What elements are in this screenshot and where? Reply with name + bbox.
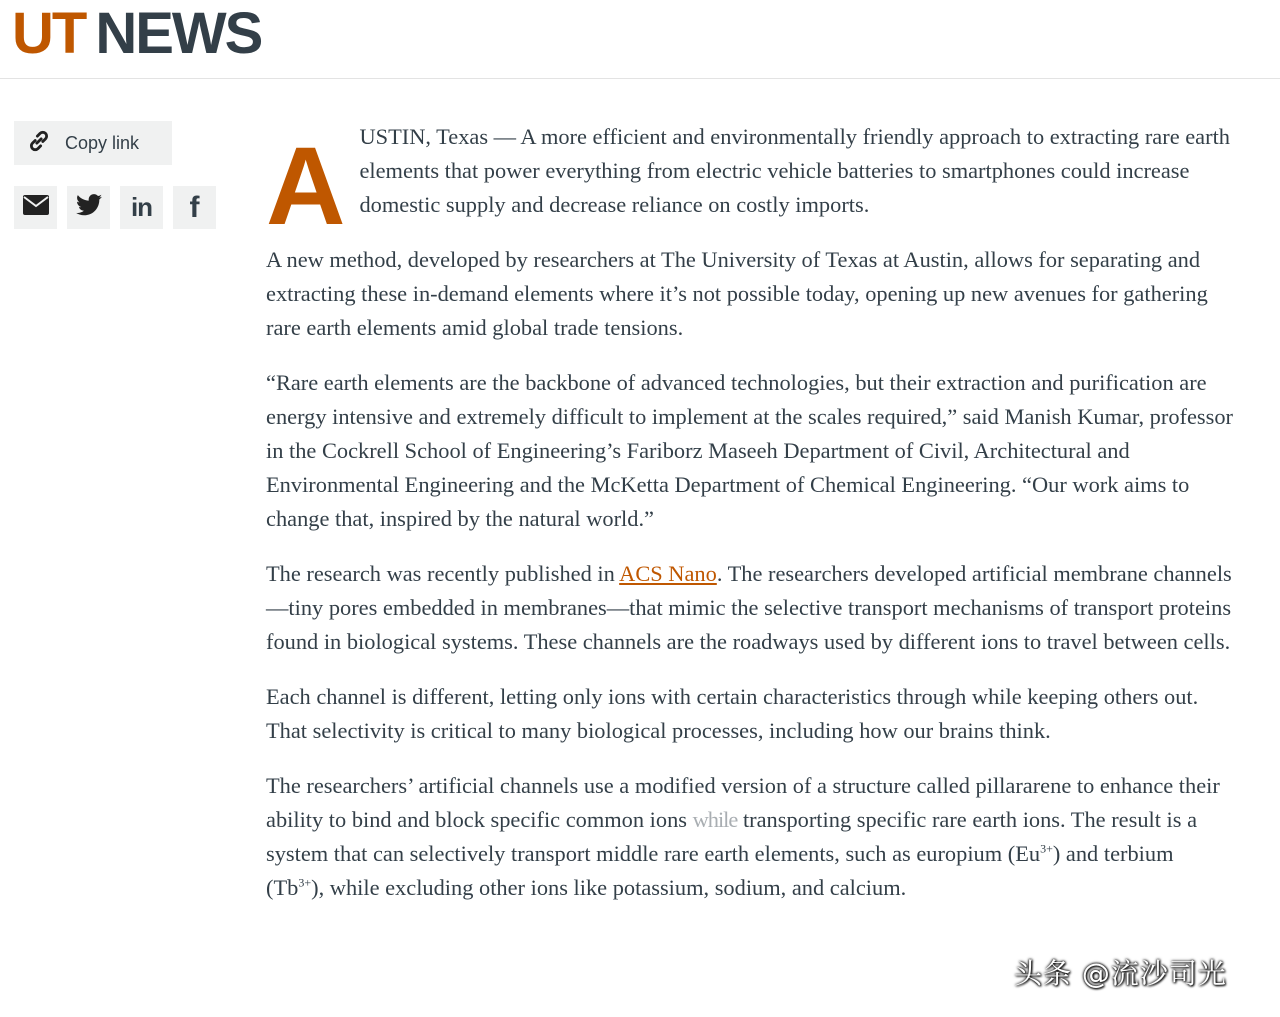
email-share-button[interactable] <box>14 186 57 229</box>
social-buttons <box>14 186 216 229</box>
copy-link-button[interactable] <box>14 121 172 165</box>
p6-text-b: transporting specific rare earth ions. The result is a system that can selectively transport middle rare earth elements, such as europium (Eu <box>266 807 1198 866</box>
watermark: 头条 @流沙司光 <box>1014 957 1227 990</box>
paragraph-lead <box>266 120 1236 248</box>
logo-ut: UT <box>12 1 86 66</box>
paragraph-6 <box>266 769 1236 905</box>
tb-charge: 3+ <box>298 875 312 890</box>
drop-cap: A <box>266 125 346 248</box>
paragraph-4 <box>266 557 1236 659</box>
linkedin-share-button[interactable] <box>120 186 163 229</box>
p6-text-d: ), while excluding other ions like potassium, sodium, and calcium. <box>311 875 907 900</box>
lead-text: USTIN, Texas — A more efficient and environmentally friendly approach to extracting rare earth elements that power everything from electric vehicle batteries to smartphones could increase domestic supply and decrease reliance on costly imports. <box>359 124 1230 217</box>
site-header <box>0 0 1280 79</box>
share-panel <box>14 121 216 229</box>
article-body <box>266 120 1236 926</box>
twitter-icon <box>76 194 102 221</box>
copy-link-label: Copy link <box>65 132 140 153</box>
facebook-share-button[interactable] <box>173 186 216 229</box>
p4-text-before: The research was recently published in <box>266 561 620 586</box>
paragraph-5: Each channel is different, letting only ions with certain characteristics through while keeping others out. That selectivity is critical to many biological processes, including how our brains think. <box>266 684 1199 743</box>
paragraph-3: “Rare earth elements are the backbone of advanced technologies, but their extraction and purification are energy intensive and extremely difficult to implement at the scales required,” said Manish Kumar, professor in the Cockrell School of Engineering’s Fariborz Maseeh Department of Civil, Architectural and Environmental Engineering and the McKetta Department of Chemical Engineering. “Our work aims to change that, inspired by the natural world.” <box>266 370 1234 531</box>
eu-charge: 3+ <box>1040 841 1053 856</box>
twitter-share-button[interactable] <box>67 186 110 229</box>
linkedin-icon: in <box>130 192 153 222</box>
p4-text-after: . The researchers developed artificial membrane channels—tiny pores embedded in membranes—that mimic the selective transport mechanisms of transport proteins found in biological systems. These channels are the roadways used by different ions to travel between cells. <box>266 561 1232 654</box>
logo-news: NEWS <box>95 1 262 66</box>
link-icon <box>26 128 52 159</box>
acs-nano-link[interactable]: ACS Nano <box>619 561 717 586</box>
p6-text-c: ) and terbium (Tb <box>266 841 1174 900</box>
email-icon <box>23 195 49 220</box>
obscured-word: while <box>692 807 738 832</box>
facebook-icon: f <box>189 190 200 224</box>
p6-text-a: The researchers’ artificial channels use a modified version of a structure called pillararene to enhance their ability to bind and block specific common ions <box>266 773 1220 832</box>
paragraph-2: A new method, developed by researchers at The University of Texas at Austin, allows for separating and extracting these in-demand elements where it’s not possible today, opening up new avenues for gathering rare earth elements amid global trade tensions. <box>266 247 1208 340</box>
ut-news-logo[interactable] <box>12 2 261 66</box>
